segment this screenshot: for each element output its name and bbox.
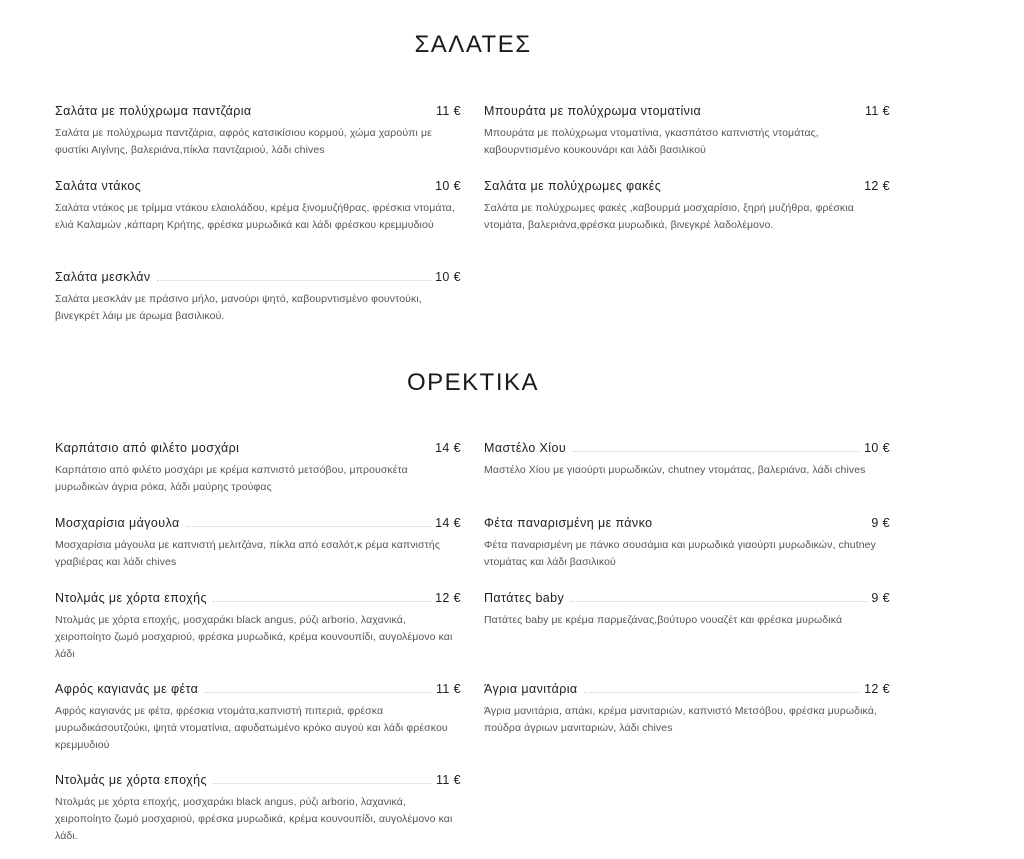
item-description: Σαλάτα μεσκλάν με πράσινο μήλο, μανούρι ψητό, καβουρντισμένο φουντούκι, βινεγκρέτ λάιμ με άρωμα βασιλικού. — [55, 293, 422, 322]
menu-item — [55, 104, 461, 159]
item-description: Φέτα παναρισμένη με πάνκο σουσάμια και μυρωδικά γιαούρτι μυρωδικών, chutney ντομάτας και λάδι βασιλικού — [484, 539, 876, 568]
item-name: Ντολμάς με χόρτα εποχής — [55, 773, 207, 787]
item-name: Καρπάτσιο από φιλέτο μοσχάρι — [55, 441, 240, 455]
item-name: Φέτα παναρισμένη με πάνκο — [484, 516, 653, 530]
menu-item — [484, 104, 890, 159]
item-description: Άγρια μανιτάρια, απάκι, κρέμα μανιταριών, καπνιστό Μετσόβου, φρέσκα μυρωδικά, πούδρα άγριων μανιταριών, λάδι chives — [484, 705, 877, 734]
item-description: Σαλάτα με πολύχρωμα παντζάρια, αφρός κατσικίσιου κορμού, χώμα χαρούπι με φυστίκι Αιγίνης, βαλεριάνα,πίκλα παντζαριού, λάδι chives — [55, 127, 432, 156]
menu-item — [55, 591, 461, 663]
leader-dots — [584, 691, 861, 693]
item-price: 9 € — [871, 516, 890, 530]
item-name: Μοσχαρίσια μάγουλα — [55, 516, 180, 530]
item-price: 14 € — [435, 441, 461, 455]
item-description: Ντολμάς με χόρτα εποχής, μοσχαράκι black angus, ρύζι arborio, λαχανικά, χειροποίητο ζωμό μοσχαριού, φρέσκα μυρωδικά, κρέμα κουνουπίδι, αυγολέμονο και λάδι. — [55, 796, 453, 842]
item-description: Μοσχαρίσια μάγουλα με καπνιστή μελιτζάνα, πίκλα από εσαλότ,κ ρέμα καπνιστής γραβιέρας και λάδι chives — [55, 539, 440, 568]
item-name: Πατάτες baby — [484, 591, 565, 605]
item-price: 12 € — [864, 682, 890, 696]
item-name: Σαλάτα με πολύχρωμες φακές — [484, 179, 662, 193]
leader-dots — [572, 450, 860, 452]
item-price: 12 € — [435, 591, 461, 605]
item-name: Σαλάτα ντάκος — [55, 179, 142, 193]
section-title-starters: ΟΡΕΚΤΙΚΑ — [406, 369, 540, 396]
menu-item — [484, 179, 890, 234]
menu-item — [55, 682, 461, 754]
item-name: Ντολμάς με χόρτα εποχής — [55, 591, 207, 605]
item-description: Σαλάτα με πολύχρωμες φακές ,καβουρμά μοσχαρίσιο, ξηρή μυζήθρα, φρέσκια ντομάτα, βαλεριάνα,φρέσκα μυρωδικά, βινεγκρέ λαδολέμονο. — [484, 202, 854, 231]
item-price: 10 € — [435, 179, 461, 193]
item-price: 9 € — [871, 591, 890, 605]
leader-dots — [204, 691, 432, 693]
item-price: 10 € — [435, 270, 461, 284]
item-price: 14 € — [435, 516, 461, 530]
menu-item — [55, 441, 461, 496]
item-description: Ντολμάς με χόρτα εποχής, μοσχαράκι black angus, ρύζι arborio, λαχανικά, χειροποίητο ζωμό μοσχαριού, φρέσκα μυρωδικά, κρέμα κουνουπίδι, αυγολέμονο και λάδι — [55, 614, 453, 660]
leader-dots — [213, 600, 431, 602]
leader-dots — [157, 279, 431, 281]
item-name: Σαλάτα με πολύχρωμα παντζάρια — [55, 104, 252, 118]
item-price: 11 € — [435, 682, 461, 696]
item-name: Μαστέλο Χίου — [484, 441, 567, 455]
item-price: 12 € — [864, 179, 890, 193]
item-description: Σαλάτα ντάκος με τρίμμα ντάκου ελαιολάδου, κρέμα ξινομυζήθρας, φρέσκια ντομάτα, ελιά Καλαμών ,κάπαρη Κρήτης, φρέσκα μυρωδικά και λάδι φρέσκου κρεμμυδιού — [55, 202, 455, 231]
leader-dots — [570, 600, 867, 602]
menu-item — [55, 773, 461, 845]
item-description: Μπουράτα με πολύχρωμα ντοματίνια, γκασπάτσο καπνιστής ντομάτας, καβουρντισμένο κουκουνάρι και λάδι βασιλικού — [484, 127, 819, 156]
item-price: 11 € — [864, 104, 890, 118]
menu-item — [484, 516, 890, 571]
item-name: Σαλάτα μεσκλάν — [55, 270, 151, 284]
item-description: Πατάτες baby με κρέμα παρμεζάνας,βούτυρο νουαζέτ και φρέσκα μυρωδικά — [484, 614, 843, 626]
menu-item — [484, 682, 890, 737]
section-title-salads: ΣΑΛΑΤΕΣ — [414, 31, 532, 58]
menu-item — [484, 591, 890, 629]
item-name: Άγρια μανιτάρια — [484, 682, 578, 696]
item-description: Αφρός καγιανάς με φέτα, φρέσκια ντομάτα,καπνιστή πιπεριά, φρέσκα μυρωδικάσουτζούκι, ψητά ντοματίνια, αφυδατωμένο κρόκο αυγού και λάδι φρέσκου κρεμμυδιού — [55, 705, 448, 751]
leader-dots — [213, 782, 432, 784]
item-price: 10 € — [864, 441, 890, 455]
menu-item — [484, 441, 890, 479]
menu-item — [55, 270, 461, 325]
menu-item — [55, 516, 461, 571]
item-description: Μαστέλο Χίου με γιαούρτι μυρωδικών, chutney ντομάτας, βαλεριάνα, λάδι chives — [484, 464, 866, 476]
item-price: 11 € — [435, 104, 461, 118]
leader-dots — [186, 525, 431, 527]
item-price: 11 € — [435, 773, 461, 787]
item-description: Καρπάτσιο από φιλέτο μοσχάρι με κρέμα καπνιστό μετσόβου, μπρουσκέτα μυρωδικών άγρια ρόκα, λάδι μαύρης τρούφας — [55, 464, 408, 493]
item-name: Μπουράτα με πολύχρωμα ντοματίνια — [484, 104, 702, 118]
menu-item — [55, 179, 461, 234]
item-name: Αφρός καγιανάς με φέτα — [55, 682, 199, 696]
